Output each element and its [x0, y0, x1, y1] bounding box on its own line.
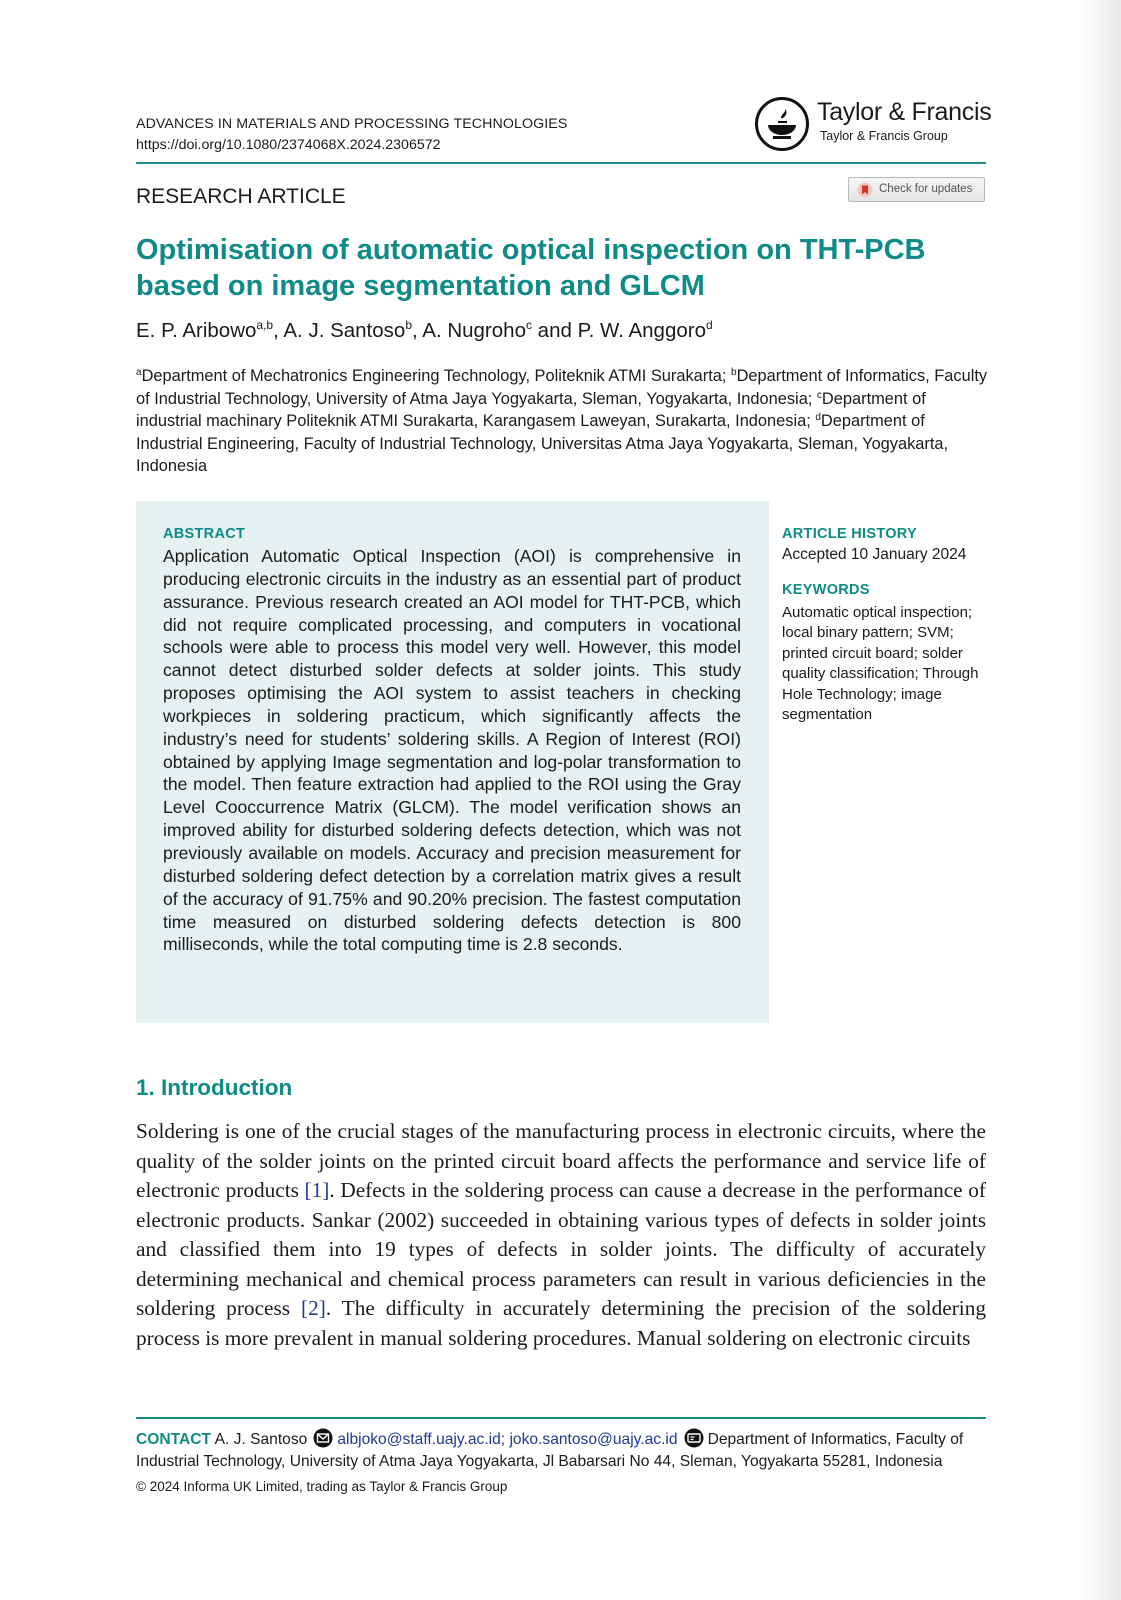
author-affil-sup: d — [705, 318, 713, 332]
section-heading-introduction: 1. Introduction — [136, 1075, 293, 1100]
footer-rule — [136, 1417, 986, 1419]
keywords-heading: KEYWORDS — [782, 582, 870, 598]
text-run: . Defects in the soldering process can cause a decrease in the performance of electronic products. Sankar (2002) succeeded in obtaining various types of defects in solder joints and classified them into 19 types of defects in solder joints. The difficulty of accurately determining mechanical and chemical process parameters can result in various deficiencies in the soldering process — [136, 1178, 986, 1320]
author-affil-sup: b — [405, 318, 412, 332]
author-name: A. Nugroho — [422, 319, 526, 342]
article-title: Optimisation of automatic optical inspection on THT-PCB based on image segmentation and GLCM — [136, 234, 926, 302]
affiliation: Department of Mechatronics Engineering Technology, Politeknik ATMI Surakarta; — [141, 367, 732, 385]
taylor-francis-logo-icon — [754, 96, 810, 152]
affil-sup: d — [815, 412, 821, 424]
author-list — [136, 319, 713, 343]
introduction-paragraph — [136, 1117, 986, 1353]
text-run: Soldering is one of the crucial stages of the manufacturing process in electronic circuits, where the quality of the solder joints on the printed circuit board affects the performance and service life of electronic products — [136, 1119, 986, 1202]
affiliation: Department of Informatics, Faculty of Industrial Technology, University of Atma Jaya Yogyakarta, Sleman, Yogyakarta, Indonesia; — [136, 367, 988, 408]
publisher-name: Taylor & Francis — [817, 98, 992, 126]
contact-label: CONTACT — [136, 1431, 212, 1448]
abstract-text: Application Automatic Optical Inspection (AOI) is comprehensive in producing electronic circuits in the industry as an essential part of product assurance. Previous research created an AOI model for THT-PCB, which did not require complicated processing, and computers in vocational schools were able to process this model very well. However, this model cannot detect disturbed solder defects at solder joints. This study proposes optimising the AOI system to assist teachers in checking workpieces in soldering practicum, which significantly affects the industry’s need for students’ soldering skills. A Region of Interest (ROI) obtained by applying Image segmentation and log-polar transformation to the model. Then feature extraction had applied to the ROI using the Gray Level Cooccurrence Matrix (GLCM). The model verification shows an improved ability for disturbed soldering defects detection, which was not previously available on models. Accuracy and precision measurement for disturbed soldering defect detection by a correlation matrix gives a result of the accuracy of 91.75% and 90.20% precision. The fastest computation time measured on disturbed soldering defects detection is 800 milliseconds, while the total computing time is 2.8 seconds. — [163, 546, 741, 955]
page-edge-shadow — [1079, 0, 1121, 1600]
contact-info — [136, 1428, 992, 1472]
affil-sup: c — [816, 389, 822, 401]
bookmark-icon — [857, 182, 873, 198]
author-affil-sup: a,b — [256, 318, 274, 332]
email-icon — [313, 1428, 333, 1448]
journal-name: ADVANCES IN MATERIALS AND PROCESSING TECHNOLOGIES — [136, 116, 568, 132]
check-for-updates-label: Check for updates — [879, 183, 973, 195]
affiliation: Department of industrial machinary Politeknik ATMI Surakarta, Karangasem Laweyan, Surakarta, Indonesia; — [136, 389, 926, 431]
publisher-group: Taylor & Francis Group — [820, 129, 948, 143]
affil-sup: b — [731, 367, 737, 378]
contact-address: Department of Informatics, Faculty of Industrial Technology, University of Atma Jaya Yogyakarta, Jl Babarsari No 44, Sleman, Yogyakarta 55281, Indonesia — [136, 1431, 964, 1470]
check-for-updates-button[interactable] — [848, 177, 985, 202]
contact-emails[interactable]: albjoko@staff.uajy.ac.id; joko.santoso@uajy.ac.id — [337, 1431, 678, 1448]
affil-sup: a — [136, 367, 142, 378]
author-separator: and — [531, 319, 578, 342]
copyright-notice: © 2024 Informa UK Limited, trading as Taylor & Francis Group — [136, 1479, 508, 1494]
header-rule — [136, 162, 986, 164]
doi-link[interactable]: https://doi.org/10.1080/2374068X.2024.2306572 — [136, 137, 441, 153]
author-name: P. W. Anggoro — [577, 319, 706, 342]
article-type: RESEARCH ARTICLE — [136, 185, 346, 208]
citation-link[interactable]: [2] — [300, 1296, 326, 1320]
affiliations — [136, 365, 992, 478]
author-separator: , — [273, 319, 284, 342]
abstract-heading: ABSTRACT — [163, 526, 246, 542]
author-separator: , — [412, 319, 423, 342]
keywords-list: Automatic optical inspection; local binary pattern; SVM; printed circuit board; solder quality classification; Through Hole Technology; image segmentation — [782, 604, 979, 724]
author-affil-sup: c — [525, 318, 532, 332]
affiliation: Department of Industrial Engineering, Faculty of Industrial Technology, Universitas Atma Jaya Yogyakarta, Sleman, Yogyakarta, Indonesia — [136, 412, 949, 476]
author-name: A. J. Santoso — [283, 319, 406, 342]
contact-name: A. J. Santoso — [214, 1431, 308, 1448]
author-name: E. P. Aribowo — [136, 319, 257, 342]
citation-link[interactable]: [1] — [304, 1178, 330, 1202]
address-card-icon — [684, 1428, 704, 1448]
article-history-heading: ARTICLE HISTORY — [782, 526, 918, 542]
text-run: . The difficulty in accurately determining the precision of the soldering process is more prevalent in manual soldering procedures. Manual soldering on electronic circuits — [136, 1296, 987, 1350]
accepted-date: Accepted 10 January 2024 — [782, 546, 967, 563]
